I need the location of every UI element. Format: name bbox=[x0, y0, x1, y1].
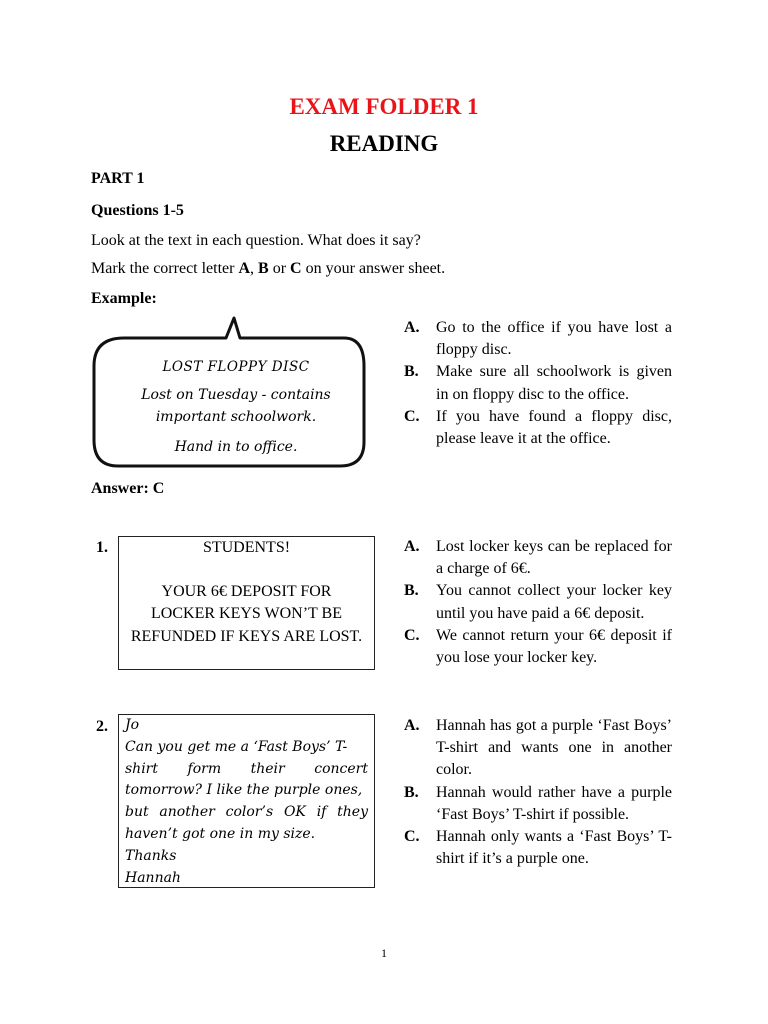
notice-line: LOCKER KEYS WON’T BE bbox=[151, 605, 342, 623]
note-line: haven’t got one in my size. bbox=[125, 825, 316, 842]
question-2-number: 2. bbox=[96, 718, 108, 735]
option-b: B. You cannot collect your locker key until you have paid a 6€ deposit. bbox=[404, 582, 672, 622]
note-line: tomorrow? I like the purple ones, bbox=[125, 782, 363, 799]
notice-line: STUDENTS! bbox=[202, 539, 291, 556]
instruction-line-1: Look at the text in each question. What does it say? bbox=[91, 232, 421, 249]
option-c: C. We cannot return your 6€ deposit if you lose your locker key. bbox=[404, 626, 672, 667]
example-sign bbox=[96, 356, 376, 458]
note-line: shirt form their concert bbox=[125, 760, 368, 777]
question-1-options bbox=[404, 536, 672, 669]
note-line: Hannah bbox=[125, 869, 181, 886]
note-line: but another color’s OK if they bbox=[125, 804, 368, 821]
example-label: Example: bbox=[91, 290, 157, 307]
part-heading: PART 1 bbox=[91, 170, 145, 187]
option-b: B. Make sure all schoolwork is given in on floppy disc to the office. bbox=[404, 363, 672, 403]
note-line: Can you get me a ‘Fast Boys’ T- bbox=[125, 738, 348, 755]
sign-line: LOST FLOPPY DISC bbox=[162, 359, 310, 375]
notice-line: REFUNDED IF KEYS ARE LOST. bbox=[130, 627, 363, 645]
example-answer: Answer: C bbox=[91, 480, 165, 497]
example-options bbox=[404, 317, 672, 450]
note-line: Thanks bbox=[125, 847, 177, 864]
questions-heading: Questions 1-5 bbox=[91, 202, 184, 219]
reading-title: READING bbox=[329, 131, 439, 156]
option-b: B. Hannah would rather have a purple ‘Fast Boys’ T-shirt if possible. bbox=[404, 783, 672, 823]
option-a: A. Lost locker keys can be replaced for a charge of 6€. bbox=[404, 538, 672, 578]
question-2-note bbox=[118, 714, 375, 888]
notice-line: YOUR 6€ DEPOSIT FOR bbox=[161, 583, 332, 601]
option-c: C. If you have found a floppy disc, please leave it at the office. bbox=[404, 407, 672, 448]
sign-line: Lost on Tuesday - contains bbox=[141, 387, 331, 403]
option-a: A. Go to the office if you have lost a floppy disc. bbox=[404, 319, 672, 359]
note-line: Jo bbox=[125, 717, 140, 733]
option-a: A. Hannah has got a purple ‘Fast Boys’ T-shirt and wants one in another color. bbox=[404, 717, 672, 779]
question-2-options bbox=[404, 715, 672, 870]
exam-folder-title: EXAM FOLDER 1 bbox=[289, 94, 479, 119]
sign-line: Hand in to office. bbox=[174, 439, 298, 455]
option-c: C. Hannah only wants a ‘Fast Boys’ T-shirt if it’s a purple one. bbox=[404, 828, 672, 868]
sign-line: important schoolwork. bbox=[155, 409, 317, 425]
page-number: 1 bbox=[381, 946, 387, 960]
question-1-number: 1. bbox=[96, 539, 108, 556]
question-1-notice bbox=[118, 536, 375, 670]
instruction-line-2: Mark the correct letter A, B or C on your answer sheet. bbox=[91, 260, 446, 277]
